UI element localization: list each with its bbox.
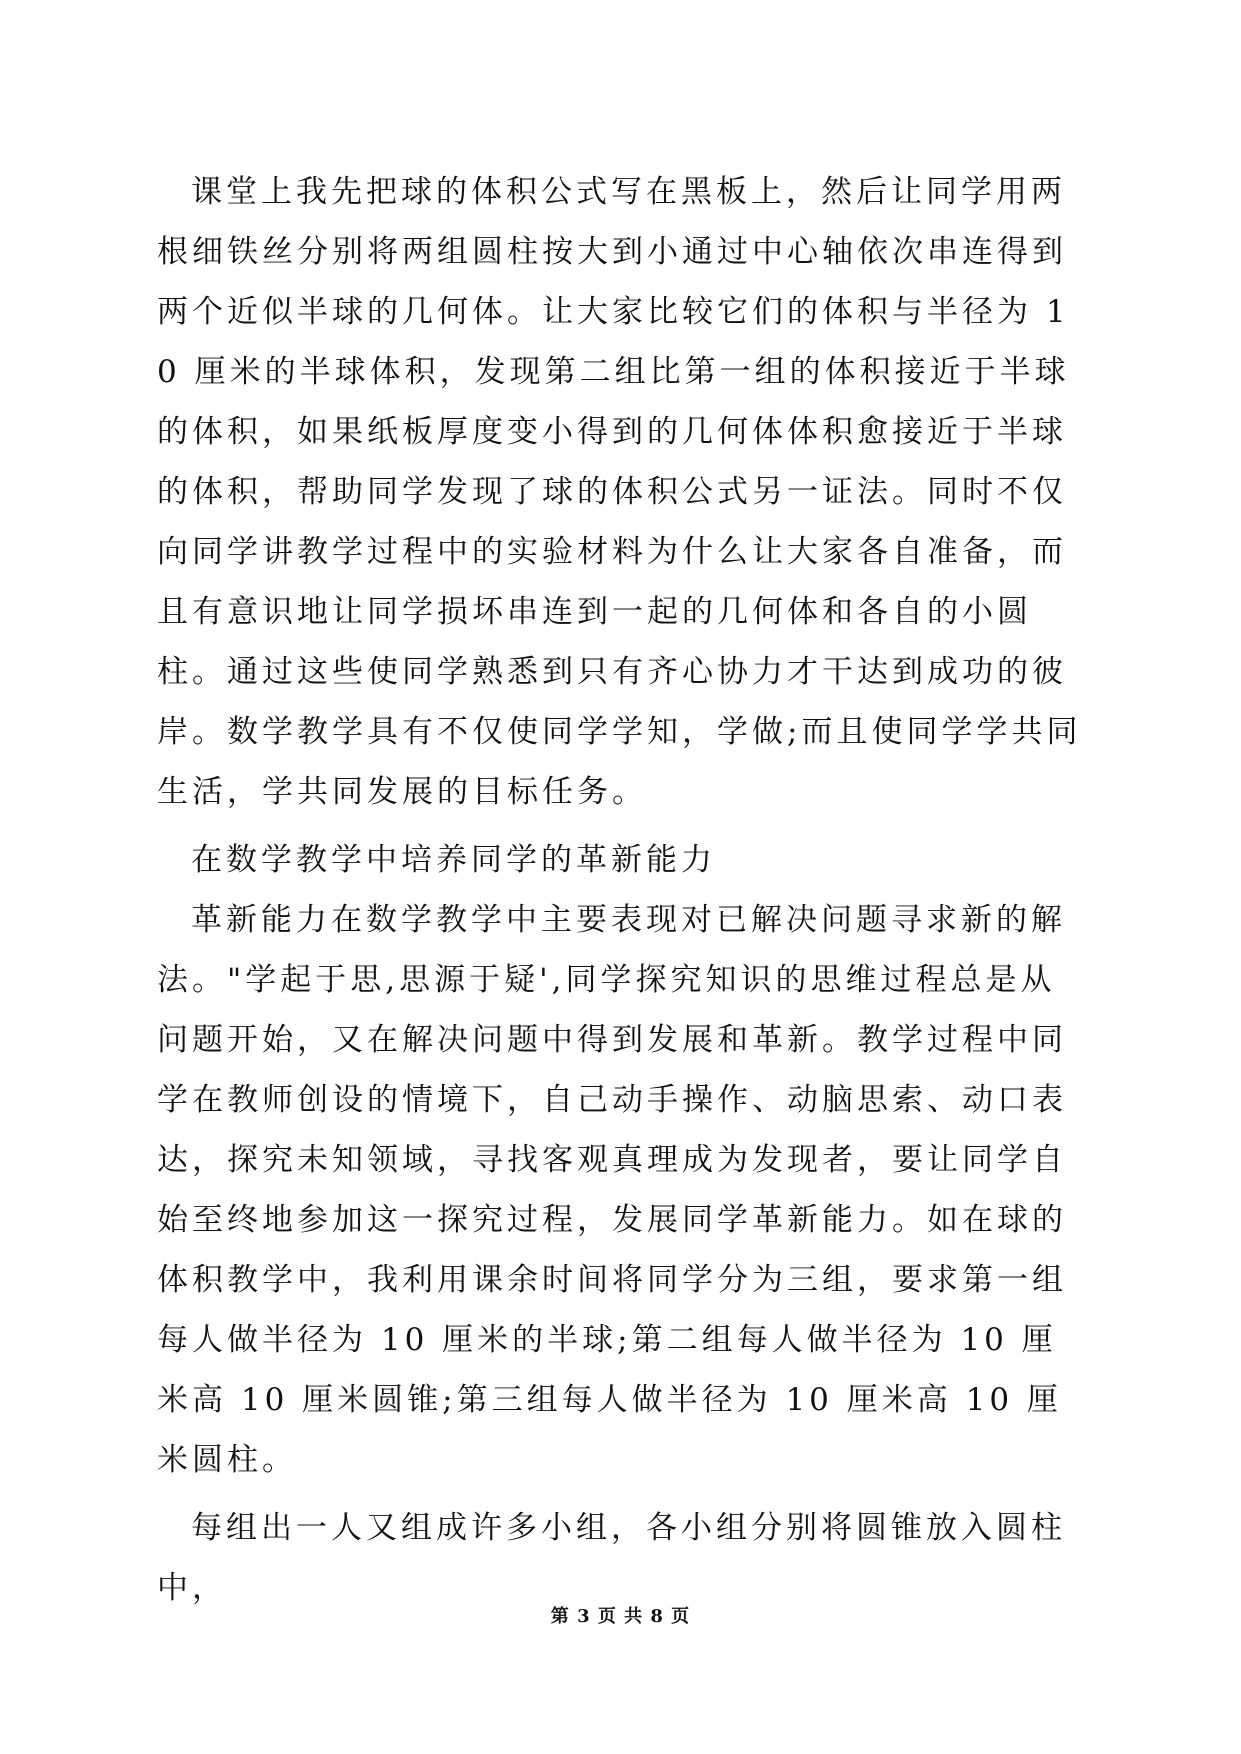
- page-number-footer: 第 3 页 共 8 页: [550, 1606, 691, 1627]
- paragraph-groups: 每组出一人又组成许多小组，各小组分别将圆锥放入圆柱中，: [157, 1510, 1066, 1606]
- section-heading: 在数学教学中培养同学的革新能力: [191, 842, 716, 878]
- paragraph-innovation: 革新能力在数学教学中主要表现对已解决问题寻求新的解法。"学起于思,思源于疑',同学探究知识的思维过程总是从问题开始，又在解决问题中得到发展和革新。教学过程中同学在教师创设的情境下，自己动手操作、动脑思索、动口表达，探究未知领域，寻找客观真理成为发现者，要让同学自始至终地参加这一探究过程，发展同学革新能力。如在球的体积教学中，我利用课余时间将同学分为三组，要求第一组每人做半径为 10 厘米的半球;第二组每人做半径为 10 厘米高 10 厘米圆锥;第三组每人做半径为 10 厘米高 10 厘米圆柱。: [157, 902, 1067, 1478]
- paragraph-experiment: 课堂上我先把球的体积公式写在黑板上，然后让同学用两根细铁丝分别将两组圆柱按大到小通过中心轴依次串连得到两个近似半球的几何体。让大家比较它们的体积与半径为 10 厘米的半球体积，发现第二组比第一组的体积接近于半球的体积，如果纸板厚度变小得到的几何体体积愈接近于半球的体积，帮助同学发现了球的体积公式另一证法。同时不仅向同学讲教学过程中的实验材料为什么让大家各自准备，而且有意识地让同学损坏串连到一起的几何体和各自的小圆柱。通过这些使同学熟悉到只有齐心协力才干达到成功的彼岸。数学教学具有不仅使同学学知，学做;而且使同学学共同生活，学共同发展的目标任务。: [157, 174, 1082, 810]
- document-body: [157, 162, 1085, 1618]
